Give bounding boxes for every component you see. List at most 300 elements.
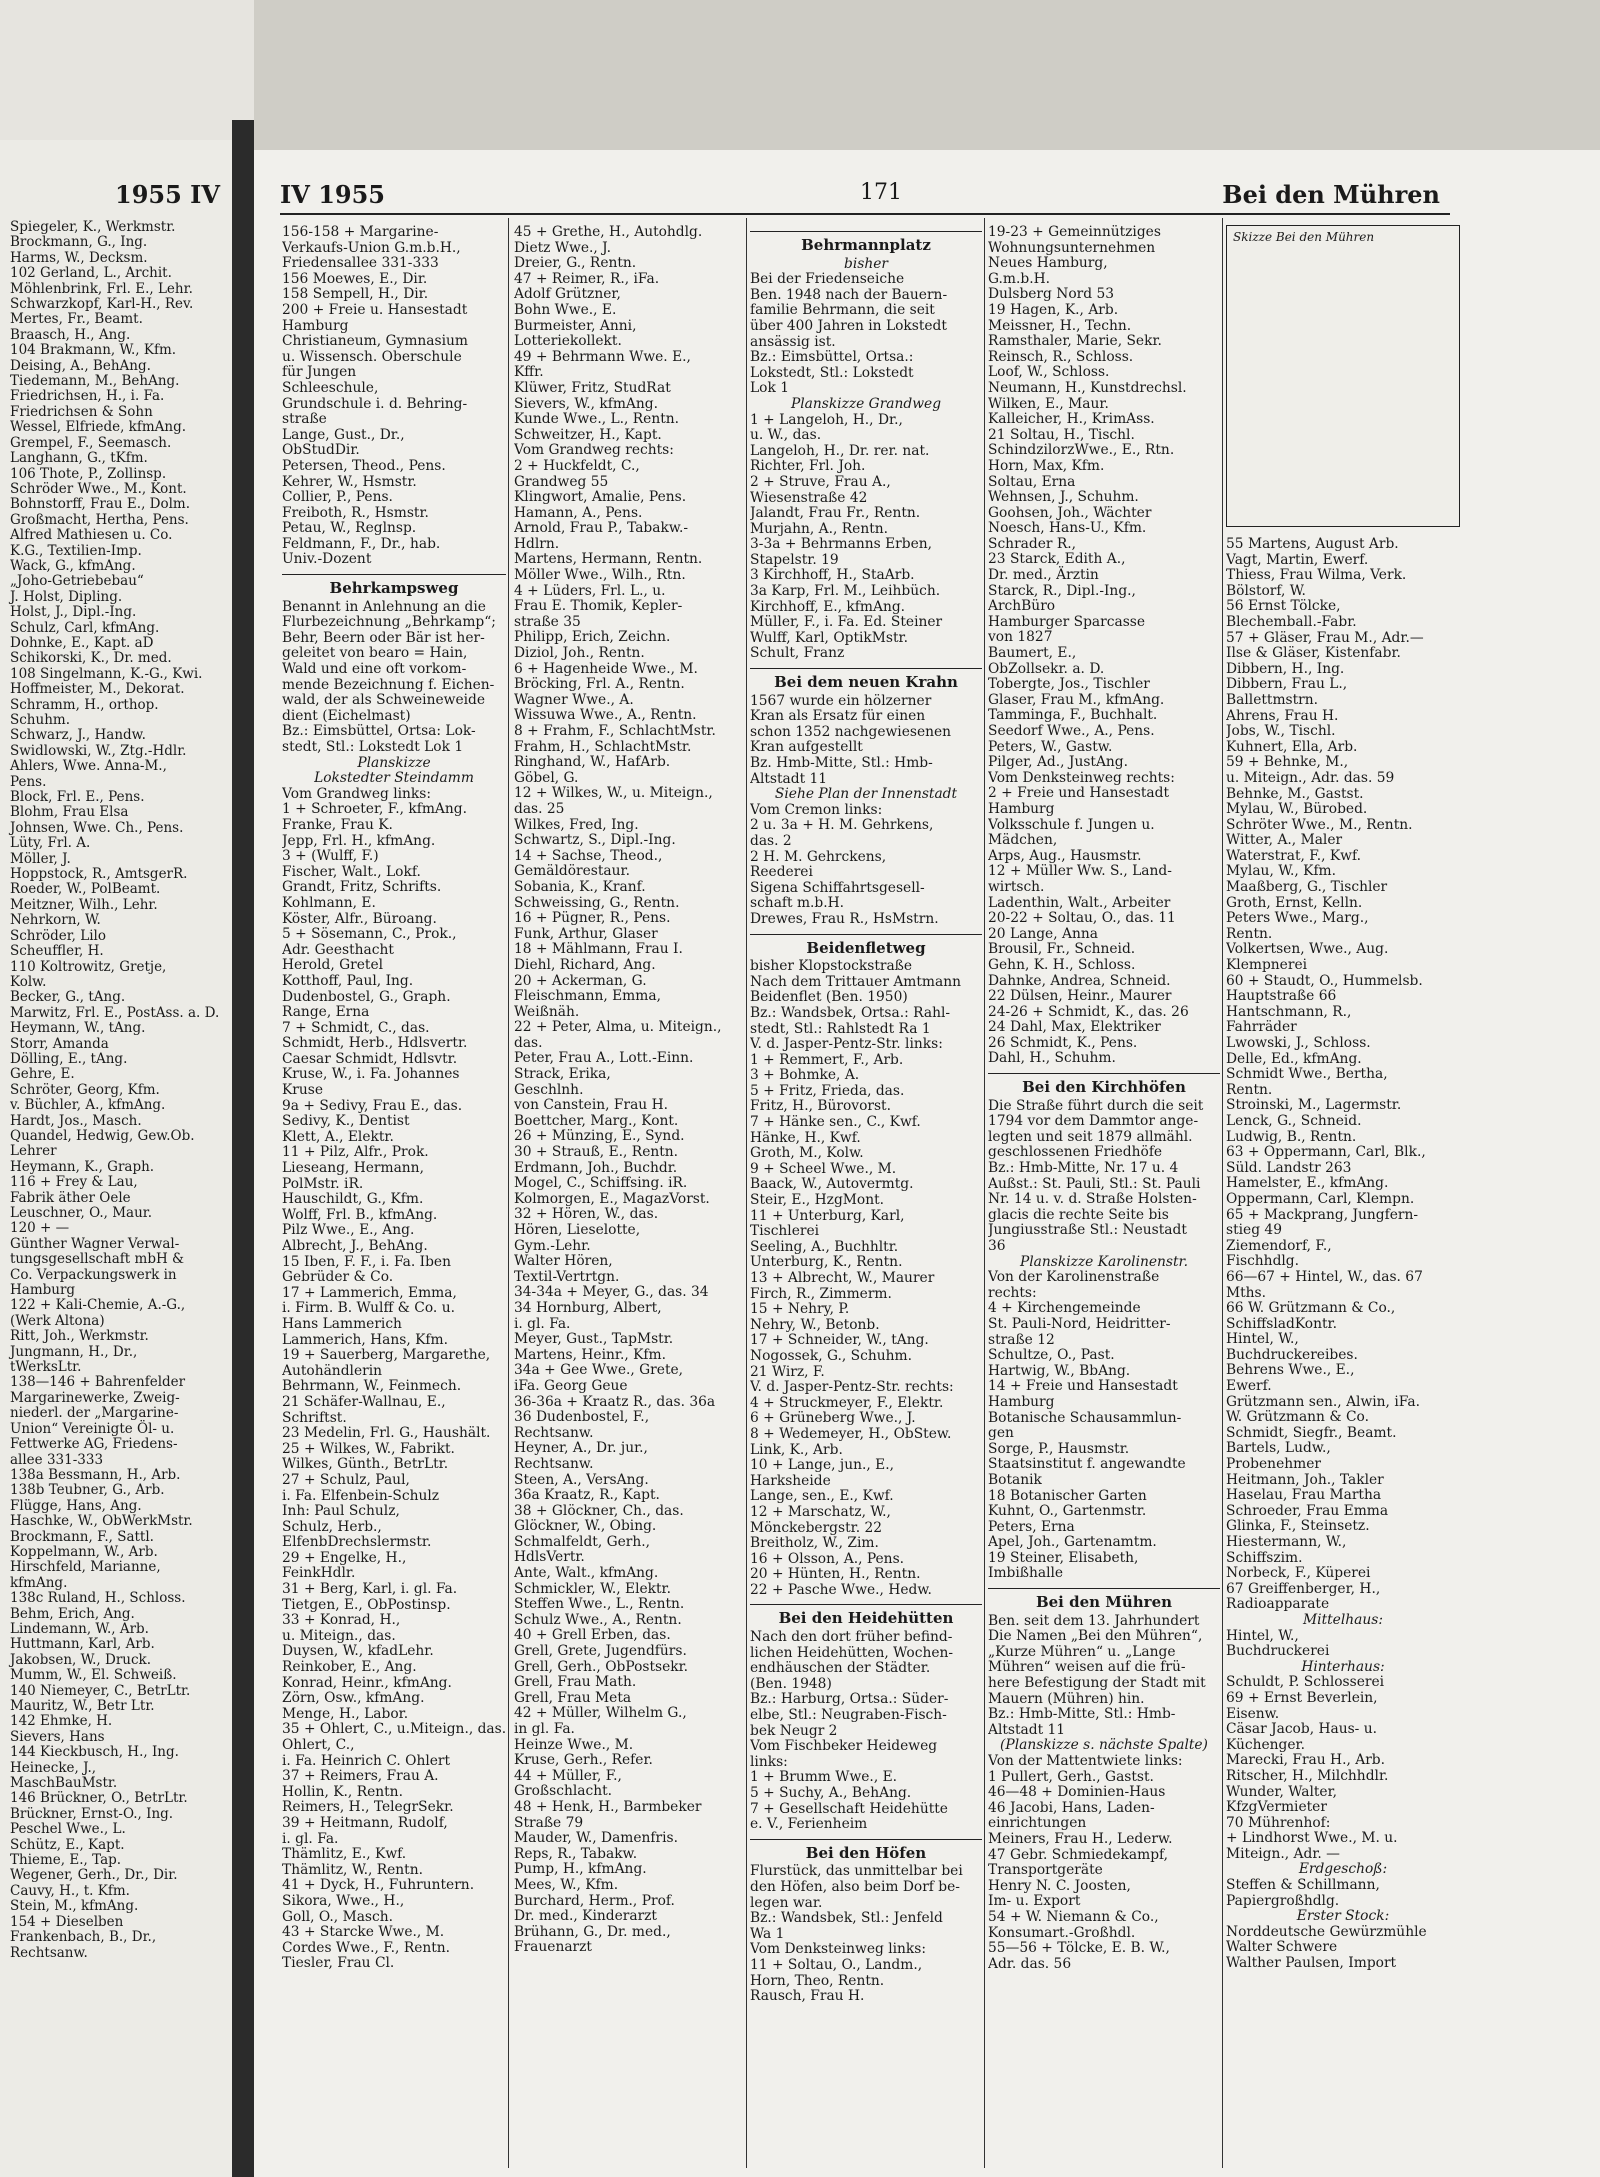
directory-entry: Margarinewerke, Zweig- <box>10 1389 180 1406</box>
directory-entry: Bei der Friedenseiche <box>750 271 905 288</box>
page-header-left: IV 1955 <box>280 180 385 209</box>
directory-entry: Fahrräder <box>1226 1019 1297 1036</box>
directory-entry: i. Fa. Heinrich C. Ohlert <box>282 1752 451 1769</box>
directory-entry: Maaßberg, G., Tischler <box>1226 879 1388 896</box>
directory-entry: 146 Brückner, O., BetrLtr. <box>10 1790 188 1807</box>
directory-entry: 14 + Sachse, Theod., <box>514 847 663 864</box>
directory-entry: Cauvy, H., t. Kfm. <box>10 1882 130 1899</box>
directory-entry: Friedrichsen, H., i. Fa. <box>10 388 165 405</box>
directory-entry: 48 + Henk, H., Barmbeker <box>514 1798 702 1815</box>
directory-entry: Sikora, Wwe., H., <box>282 1892 405 1909</box>
directory-entry: 142 Ehmke, H. <box>10 1713 113 1730</box>
directory-entry: Harms, W., Decksm. <box>10 249 148 266</box>
directory-entry: Sobania, K., Kranf. <box>514 878 646 895</box>
directory-entry: e. V., Ferienheim <box>750 1816 868 1833</box>
directory-entry: Staatsinstitut f. angewandte <box>988 1456 1186 1473</box>
directory-entry: i. gl. Fa. <box>282 1830 339 1847</box>
directory-entry: Grützmann sen., Alwin, iFa. <box>1226 1393 1420 1410</box>
directory-entry: 16 + Olsson, A., Pens. <box>750 1550 905 1567</box>
directory-entry: Grell, Frau Meta <box>514 1689 632 1706</box>
directory-entry: PolMstr. iR. <box>282 1175 364 1192</box>
directory-entry: Fischhdlg. <box>1226 1253 1300 1270</box>
directory-entry: Petersen, Theod., Pens. <box>282 457 446 474</box>
directory-entry: Haschke, W., ObWerkMstr. <box>10 1513 193 1530</box>
directory-entry: 23 Medelin, Frl. G., Haushält. <box>282 1425 491 1442</box>
directory-entry: Wilken, E., Maur. <box>988 395 1109 412</box>
directory-entry: Botanik <box>988 1471 1042 1488</box>
directory-entry: Großschlacht. <box>514 1783 613 1800</box>
directory-entry: 66—67 + Hintel, W., das. 67 <box>1226 1268 1423 1285</box>
directory-entry: Seeling, A., Buchhltr. <box>750 1238 899 1255</box>
directory-entry: i. Firm. B. Wulff & Co. u. <box>282 1300 455 1317</box>
directory-entry: Union“ Vereinigte Öl- u. <box>10 1420 175 1437</box>
directory-entry: 13 + Albrecht, W., Maurer <box>750 1270 935 1286</box>
directory-entry: Diehl, Richard, Ang. <box>514 956 656 973</box>
directory-entry: Ziemendorf, F., <box>1226 1237 1332 1254</box>
directory-entry: Sievers, W., kfmAng. <box>514 395 658 412</box>
directory-entry: Kran als Ersatz für einen <box>750 708 926 725</box>
directory-entry: KfzgVermieter <box>1226 1799 1327 1816</box>
directory-entry: 4 + Kirchengemeinde <box>988 1300 1141 1317</box>
directory-entry: Arnold, Frau P., Tabakw.- <box>514 520 689 537</box>
directory-entry: Schütz, E., Kapt. <box>10 1836 125 1853</box>
directory-entry: Schröter Wwe., M., Rentn. <box>1226 816 1413 833</box>
directory-entry: Hollin, K., Rentn. <box>282 1783 403 1800</box>
directory-entry: 70 Mührenhof: <box>1226 1814 1331 1831</box>
directory-entry: Block, Frl. E., Pens. <box>10 789 145 806</box>
directory-entry: Kffr. <box>514 364 544 381</box>
directory-entry: Lange, sen., E., Kwf. <box>750 1488 894 1505</box>
directory-entry: Hamburg <box>282 317 349 334</box>
directory-entry: Kruse, W., i. Fa. Johannes <box>282 1066 460 1083</box>
directory-entry: 34-34a + Meyer, G., das. 34 <box>514 1284 709 1301</box>
directory-entry: Papiergroßhdlg. <box>1226 1892 1340 1909</box>
directory-entry: Dohnke, E., Kapt. aD <box>10 634 154 651</box>
directory-entry: Meiners, Frau H., Lederw. <box>988 1830 1173 1847</box>
directory-entry: Huttmann, Karl, Arb. <box>10 1636 155 1653</box>
directory-entry: 14 + Freie und Hansestadt <box>988 1378 1178 1395</box>
directory-entry: Hänke, H., Kwf. <box>750 1129 861 1146</box>
directory-entry: 34 Hornburg, Albert, <box>514 1299 662 1316</box>
directory-entry: Wissuwa Wwe., A., Rentn. <box>514 707 697 724</box>
directory-entry: Fritz, H., Bürovorst. <box>750 1098 891 1115</box>
directory-entry: Dahl, H., Schuhm. <box>988 1050 1116 1067</box>
directory-entry: Vom Grandweg rechts: <box>514 442 674 459</box>
directory-entry: niederl. der „Margarine- <box>10 1405 179 1422</box>
directory-entry: Mauder, W., Damenfris. <box>514 1830 679 1847</box>
directory-entry: 3 + Bohmke, A. <box>750 1067 860 1084</box>
directory-entry: Scheuffler, H. <box>10 943 104 960</box>
street-heading: Bei den Höfen <box>750 1839 982 1862</box>
directory-entry: u. W., das. <box>750 427 822 444</box>
directory-entry: Sievers, Hans <box>10 1728 105 1745</box>
directory-entry: Quandel, Hedwig, Gew.Ob. <box>10 1127 195 1144</box>
directory-entry: 1 + Schroeter, F., kfmAng. <box>282 801 467 818</box>
directory-entry: Diziol, Joh., Rentn. <box>514 645 645 662</box>
directory-entry: Storr, Amanda <box>10 1035 109 1052</box>
directory-entry: 44 + Müller, F., <box>514 1767 622 1784</box>
directory-entry: (Ben. 1948) <box>750 1675 832 1692</box>
directory-entry: Goll, O., Masch. <box>282 1908 394 1925</box>
directory-entry: Grell, Frau Math. <box>514 1674 637 1691</box>
directory-entry: Braasch, H., Ang. <box>10 326 131 343</box>
directory-entry: das. 25 <box>514 800 565 817</box>
directory-entry: Witter, A., Maler <box>1226 832 1343 849</box>
directory-entry: Wegener, Gerh., Dr., Dir. <box>10 1867 178 1884</box>
directory-entry: Oppermann, Carl, Klempn. <box>1226 1190 1415 1207</box>
directory-entry: geleitet von bearo = Hain, <box>282 645 468 662</box>
directory-entry: Schult, Franz <box>750 645 845 662</box>
directory-entry: 11 + Pilz, Alfr., Prok. <box>282 1144 429 1161</box>
directory-entry: Groth, M., Kolw. <box>750 1145 864 1162</box>
directory-entry: Lenck, G., Schneid. <box>1226 1112 1362 1129</box>
directory-entry: Hirschfeld, Marianne, <box>10 1559 161 1576</box>
directory-entry: Bz. Hmb-Mitte, Stl.: Hmb- <box>750 755 933 771</box>
directory-entry: stedt, Stl.: Rahlstedt Ra 1 <box>750 1020 931 1037</box>
directory-entry: 16 + Pügner, R., Pens. <box>514 910 671 927</box>
directory-entry: 67 Greiffenberger, H., <box>1226 1580 1381 1597</box>
directory-entry: Erdmann, Joh., Buchdr. <box>514 1159 678 1176</box>
directory-entry: 200 + Freie u. Hansestadt <box>282 301 468 318</box>
directory-entry: Peters, Erna <box>988 1518 1075 1535</box>
directory-entry: Loof, W., Schloss. <box>988 364 1110 381</box>
directory-entry: Schweitzer, H., Kapt. <box>514 426 662 443</box>
directory-entry: Hören, Lieselotte, <box>514 1222 641 1238</box>
directory-entry: Breitholz, W., Zim. <box>750 1535 879 1552</box>
directory-entry: Hoffmeister, M., Dekorat. <box>10 681 185 698</box>
directory-entry: Glinka, F., Steinsetz. <box>1226 1518 1370 1535</box>
directory-entry: Müller, F., i. Fa. Ed. Steiner <box>750 614 943 631</box>
directory-entry: Süld. Landstr 263 <box>1226 1159 1352 1176</box>
directory-entry: Flurbezeichnung „Behrkamp“; <box>282 614 496 631</box>
directory-entry: Bz.: Eimsbüttel, Ortsa.: <box>750 349 914 366</box>
directory-entry: Jobs, W., Tischl. <box>1226 723 1336 740</box>
directory-entry: Pilger, Ad., JustAng. <box>988 754 1129 771</box>
street-heading: Behrmannplatz <box>750 231 982 254</box>
directory-entry: Thieme, E., Tap. <box>10 1852 122 1869</box>
directory-entry: Apel, Joh., Gartenamtm. <box>988 1534 1157 1551</box>
directory-entry: Tobergte, Jos., Tischler <box>988 676 1150 693</box>
directory-entry: 156-158 + Margarine- <box>282 225 439 240</box>
directory-entry: 3-3a + Behrmanns Erben, <box>750 536 933 553</box>
directory-entry: 30 + Strauß, E., Rentn. <box>514 1144 679 1161</box>
directory-entry: Schramm, H., orthop. <box>10 696 159 713</box>
directory-entry: Mädchen, <box>988 832 1058 849</box>
directory-entry: Bz.: Hmb-Mitte, Stl.: Hmb- <box>988 1706 1176 1723</box>
directory-entry: Grandweg 55 <box>514 473 609 490</box>
street-heading: Bei den Heidehütten <box>750 1604 982 1627</box>
directory-entry: Ante, Walt., kfmAng. <box>514 1565 659 1582</box>
directory-entry: 20 + Ackerman, G. <box>514 972 647 989</box>
directory-entry: 25 + Wilkes, W., Fabrikt. <box>282 1440 455 1457</box>
directory-entry: 63 + Oppermann, Carl, Blk., <box>1226 1144 1426 1161</box>
directory-entry: Bartels, Ludw., <box>1226 1440 1331 1457</box>
directory-entry: Caesar Schmidt, Hdlsvtr. <box>282 1050 458 1067</box>
directory-entry: Duysen, W., kfadLehr. <box>282 1643 434 1660</box>
directory-entry: allee 331-333 <box>10 1451 104 1468</box>
directory-entry: Reinsch, R., Schloss. <box>988 348 1134 365</box>
directory-entry: Bz.: Wandsbek, Ortsa.: Rahl- <box>750 1004 951 1021</box>
directory-entry: Wessel, Elfriede, kfmAng. <box>10 419 187 436</box>
directory-entry: 4 + Struckmeyer, F., Elektr. <box>750 1394 944 1411</box>
directory-entry: 55 Martens, August Arb. <box>1226 536 1399 552</box>
directory-entry: Inh: Paul Schulz, <box>282 1503 400 1520</box>
directory-entry: elbe, Stl.: Neugraben-Fisch- <box>750 1707 947 1724</box>
directory-entry: Meissner, H., Techn. <box>988 317 1132 334</box>
directory-entry: Ahlers, Wwe. Anna-M., <box>10 758 167 775</box>
directory-entry: Mylau, W., Kfm. <box>1226 863 1337 880</box>
directory-entry: Waterstrat, F., Kwf. <box>1226 847 1361 864</box>
directory-entry: Mühren“ weisen auf die frü- <box>988 1659 1186 1676</box>
directory-entry: Neumann, H., Kunstdrechsl. <box>988 379 1187 396</box>
directory-entry: 17 + Lammerich, Emma, <box>282 1284 457 1301</box>
directory-entry: Behr, Beern oder Bär ist her- <box>282 629 485 646</box>
directory-entry: v. Büchler, A., kfmAng. <box>10 1097 166 1114</box>
directory-entry: Peters Wwe., Marg., <box>1226 910 1369 927</box>
directory-entry: 9a + Sedivy, Frau E., das. <box>282 1097 463 1114</box>
directory-entry: Peters, W., Gastw. <box>988 738 1113 755</box>
directory-entry: Rentn. <box>1226 925 1273 942</box>
directory-entry: Bz.: Harburg, Ortsa.: Süder- <box>750 1691 949 1708</box>
directory-entry: Kruse, Gerh., Refer. <box>514 1752 653 1769</box>
directory-entry: „Joho-Getriebebau“ <box>10 573 144 590</box>
directory-entry: 11 + Soltau, O., Landm., <box>750 1956 923 1973</box>
directory-entry: 156 Moewes, E., Dir. <box>282 270 428 287</box>
directory-entry: Bz.: Eimsbüttel, Ortsa: Lok- <box>282 723 476 740</box>
directory-entry: Hamelster, E., kfmAng. <box>1226 1175 1389 1192</box>
directory-entry: Klüwer, Fritz, StudRat <box>514 379 671 396</box>
directory-entry: Rechtsanw. <box>514 1455 594 1472</box>
directory-entry: 26 Schmidt, K., Pens. <box>988 1034 1138 1051</box>
directory-entry: Hamburger Sparcasse <box>988 613 1146 630</box>
directory-entry: Dudenbostel, G., Graph. <box>282 988 451 1005</box>
directory-entry: 144 Kieckbusch, H., Ing. <box>10 1744 179 1761</box>
directory-entry: Friedensallee 331-333 <box>282 255 439 272</box>
directory-entry: Schulz, Herb., <box>282 1518 382 1535</box>
directory-entry: 2 H. M. Gehrckens, <box>750 848 887 865</box>
directory-entry: Lammerich, Hans, Kfm. <box>282 1331 448 1348</box>
directory-entry: Ludwig, B., Rentn. <box>1226 1128 1357 1145</box>
directory-entry: Gym.-Lehr. <box>514 1237 591 1254</box>
directory-entry: familie Behrmann, die seit <box>750 302 935 319</box>
directory-entry: Hamburg <box>988 1393 1055 1410</box>
directory-entry: Dulsberg Nord 53 <box>988 286 1114 303</box>
column-divider <box>1222 218 1223 2168</box>
directory-entry: 47 + Reimer, R., iFa. <box>514 270 660 287</box>
directory-entry: Philipp, Erich, Zeichn. <box>514 629 671 646</box>
directory-entry: Im- u. Export <box>988 1893 1081 1910</box>
directory-entry: i. gl. Fa. <box>514 1315 571 1332</box>
directory-entry: i. Fa. Elfenbein-Schulz <box>282 1487 440 1504</box>
directory-entry: Flurstück, das unmittelbar bei <box>750 1863 963 1880</box>
directory-entry: 19 Hagen, K., Arb. <box>988 301 1119 318</box>
directory-entry: in gl. Fa. <box>514 1721 575 1737</box>
directory-entry: Konsumart.-Großhdl. <box>988 1924 1136 1941</box>
directory-entry: u. Miteign., Adr. das. 59 <box>1226 769 1395 786</box>
directory-column-3 <box>750 225 982 2005</box>
directory-entry: Ahrens, Frau H. <box>1226 707 1339 724</box>
directory-entry: Volkertsen, Wwe., Aug. <box>1226 941 1389 958</box>
directory-entry: ArchBüro <box>988 598 1056 615</box>
directory-entry: Heitmann, Joh., Takler <box>1226 1471 1384 1488</box>
directory-entry: Schiffszim. <box>1226 1549 1303 1566</box>
directory-entry: Nehrkorn, W. <box>10 912 101 929</box>
directory-entry: 3 Kirchhoff, H., StaArb. <box>750 567 915 584</box>
directory-entry: 1794 vor dem Dammtor ange- <box>988 1113 1199 1130</box>
directory-entry: 11 + Unterburg, Karl, <box>750 1207 905 1224</box>
directory-entry: Volksschule f. Jungen u. <box>988 816 1155 833</box>
directory-entry: schaft m.b.H. <box>750 895 845 912</box>
directory-entry: Schwarz, J., Handw. <box>10 727 146 744</box>
directory-entry: Altstadt 11 <box>750 770 828 787</box>
directory-entry: Schröter, Georg, Kfm. <box>10 1081 160 1098</box>
directory-entry: 54 + W. Niemann & Co., <box>988 1908 1159 1925</box>
directory-column-1 <box>282 225 506 1972</box>
directory-entry: Friedrichsen & Sohn <box>10 403 153 420</box>
directory-entry: Steffen Wwe., L., Rentn. <box>514 1596 685 1613</box>
directory-entry: Wiesenstraße 42 <box>750 489 868 506</box>
directory-entry: Adr. Geesthacht <box>282 941 394 958</box>
directory-entry: bisher Klopstockstraße <box>750 958 913 975</box>
directory-entry: 140 Niemeyer, C., BetrLtr. <box>10 1682 191 1699</box>
directory-entry: Heinecke, J., <box>10 1759 97 1776</box>
directory-entry: Sigena Schiffahrtsgesell- <box>750 879 925 896</box>
directory-entry: Strack, Erika, <box>514 1066 611 1083</box>
directory-entry: Weißnäh. <box>514 1003 580 1020</box>
directory-entry: Leuschner, O., Maur. <box>10 1205 153 1221</box>
directory-entry: Großmacht, Hertha, Pens. <box>10 511 189 528</box>
directory-entry: Flügge, Hans, Ang. <box>10 1497 142 1514</box>
directory-entry: Beidenflet (Ben. 1950) <box>750 989 908 1006</box>
directory-entry: Kotthoff, Paul, Ing. <box>282 972 414 989</box>
directory-entry: Baack, W., Autovermtg. <box>750 1176 914 1193</box>
directory-entry: 37 + Reimers, Frau A. <box>282 1768 439 1785</box>
directory-entry: 27 + Schulz, Paul, <box>282 1471 410 1488</box>
directory-entry: + Lindhorst Wwe., M. u. <box>1226 1830 1398 1847</box>
directory-entry: Brousil, Fr., Schneid. <box>988 941 1136 958</box>
directory-entry: Ben. seit dem 13. Jahrhundert <box>988 1612 1200 1629</box>
directory-entry: 120 + — <box>10 1220 70 1237</box>
directory-entry: 2 + Huckfeldt, C., <box>514 457 640 474</box>
directory-entry: Kunde Wwe., L., Rentn. <box>514 411 680 428</box>
directory-entry: Starck, R., Dipl.-Ing., <box>988 582 1136 599</box>
directory-entry: HdlsVertr. <box>514 1549 585 1566</box>
directory-entry: FeinkHdlr. <box>282 1565 356 1582</box>
directory-entry: Schwartz, S., Dipl.-Ing. <box>514 832 676 849</box>
directory-entry: 24-26 + Schmidt, K., das. 26 <box>988 1003 1189 1020</box>
directory-entry: Kohlmann, E. <box>282 894 376 911</box>
directory-entry: 20 + Hünten, H., Rentn. <box>750 1566 921 1583</box>
directory-entry: wirtsch. <box>988 878 1045 895</box>
directory-entry: Grell, Grete, Jugendfürs. <box>514 1643 687 1660</box>
directory-entry: 65 + Mackprang, Jungfern- <box>1226 1206 1419 1223</box>
street-heading: Bei dem neuen Krahn <box>750 668 982 691</box>
directory-entry: „Kurze Mühren“ u. „Lange <box>988 1643 1176 1660</box>
directory-entry: Die Straße führt durch die seit <box>988 1097 1204 1114</box>
directory-entry: Tamminga, F., Buchhalt. <box>988 707 1158 724</box>
directory-entry: Probenehmer <box>1226 1456 1321 1473</box>
directory-entry: 20-22 + Soltau, O., das. 11 <box>988 910 1176 927</box>
directory-entry: Schuhm. <box>10 712 70 728</box>
directory-entry: 36 Dudenbostel, F., <box>514 1409 650 1426</box>
directory-entry: 35 + Ohlert, C., u.Miteign., das. <box>282 1721 506 1738</box>
directory-entry: 32 + Hören, W., das. <box>514 1206 659 1223</box>
sub-heading: Erdgeschoß: <box>1298 1861 1388 1878</box>
directory-entry: Schmickler, W., Elektr. <box>514 1580 672 1597</box>
directory-entry: 8 + Wedemeyer, H., ObStew. <box>750 1425 952 1442</box>
directory-entry: 138c Ruland, H., Schloss. <box>10 1590 186 1607</box>
directory-entry: Schröder, Lilo <box>10 927 106 944</box>
directory-entry: Hintel, W., <box>1226 1331 1299 1348</box>
sub-heading: Planskizze Grandweg <box>790 395 942 412</box>
directory-entry: Wald und eine oft vorkom- <box>282 661 467 678</box>
directory-entry: Wagner Wwe., A. <box>514 691 634 708</box>
directory-entry: Lok 1 <box>750 380 789 397</box>
directory-entry: Ewerf. <box>1226 1378 1272 1395</box>
directory-entry: Kuhnert, Ella, Arb. <box>1226 738 1358 755</box>
directory-entry: Nogossek, G., Schuhm. <box>750 1347 912 1364</box>
directory-entry: Mumm, W., El. Schweiß. <box>10 1667 177 1684</box>
directory-entry: Behm, Erich, Ang. <box>10 1605 135 1622</box>
directory-entry: bek Neugr 2 <box>750 1722 838 1739</box>
directory-entry: 2 + Struve, Frau A., <box>750 473 891 490</box>
directory-entry: Link, K., Arb. <box>750 1441 843 1458</box>
directory-entry: 36a Kraatz, R., Kapt. <box>514 1487 660 1504</box>
directory-entry: V. d. Jasper-Pentz-Str. rechts: <box>750 1379 954 1396</box>
directory-entry: Funk, Arthur, Glaser <box>514 925 658 942</box>
directory-entry: Tiesler, Frau Cl. <box>282 1955 395 1972</box>
directory-entry: 36 <box>988 1238 1006 1254</box>
directory-entry: 23 Starck, Edith A., <box>988 551 1126 568</box>
directory-entry: 29 + Engelke, H., <box>282 1549 407 1566</box>
directory-entry: Dietz Wwe., J. <box>514 239 611 256</box>
directory-entry: Die Namen „Bei den Mühren“, <box>988 1628 1203 1645</box>
directory-entry: Altstadt 11 <box>988 1721 1066 1738</box>
directory-entry: Hamburg <box>10 1282 76 1299</box>
directory-entry: Burmeister, Anni, <box>514 317 637 334</box>
directory-entry: lichen Heidehütten, Wochen- <box>750 1644 954 1661</box>
directory-entry: Norddeutsche Gewürzmühle <box>1226 1923 1427 1940</box>
directory-entry: Harksheide <box>750 1472 831 1489</box>
directory-entry: Heinze Wwe., M. <box>514 1736 634 1753</box>
directory-entry: Unterburg, K., Rentn. <box>750 1254 903 1271</box>
directory-entry: Herold, Gretel <box>282 957 384 974</box>
directory-entry: 2 + Freie und Hansestadt <box>988 785 1170 802</box>
directory-entry: 38 + Glöckner, Ch., das. <box>514 1502 684 1519</box>
directory-entry: 33 + Konrad, H., <box>282 1612 401 1629</box>
directory-entry: here Befestigung der Stadt mit <box>988 1675 1206 1692</box>
directory-entry: Roeder, W., PolBeamt. <box>10 881 161 898</box>
directory-entry: Kruse <box>282 1082 324 1099</box>
directory-entry: Murjahn, A., Rentn. <box>750 520 889 537</box>
directory-entry: Möller, J. <box>10 850 71 867</box>
directory-entry: 15 Iben, F. F., i. Fa. Iben <box>282 1253 451 1270</box>
directory-entry: Wolff, Frl. B., kfmAng. <box>282 1206 438 1223</box>
directory-entry: Hamburg <box>988 800 1055 817</box>
directory-entry: 46 Jacobi, Hans, Laden- <box>988 1799 1155 1816</box>
directory-entry: Mylau, W., Bürobed. <box>1226 801 1368 818</box>
directory-entry: Transportgeräte <box>988 1862 1103 1879</box>
directory-entry: Reederei <box>750 864 813 881</box>
directory-entry: Mths. <box>1226 1284 1267 1301</box>
directory-entry: 154 + Dieselben <box>10 1913 124 1930</box>
directory-entry: Menge, H., Labor. <box>282 1705 409 1722</box>
directory-entry: 19-23 + Gemeinnütziges <box>988 225 1161 240</box>
directory-entry: Frankenbach, B., Dr., <box>10 1929 157 1946</box>
directory-entry: Behrens Wwe., E., <box>1226 1362 1355 1379</box>
directory-entry: 57 + Gläser, Frau M., Adr.— <box>1226 629 1424 646</box>
directory-entry: Lange, Gust., Dr., <box>282 426 405 443</box>
